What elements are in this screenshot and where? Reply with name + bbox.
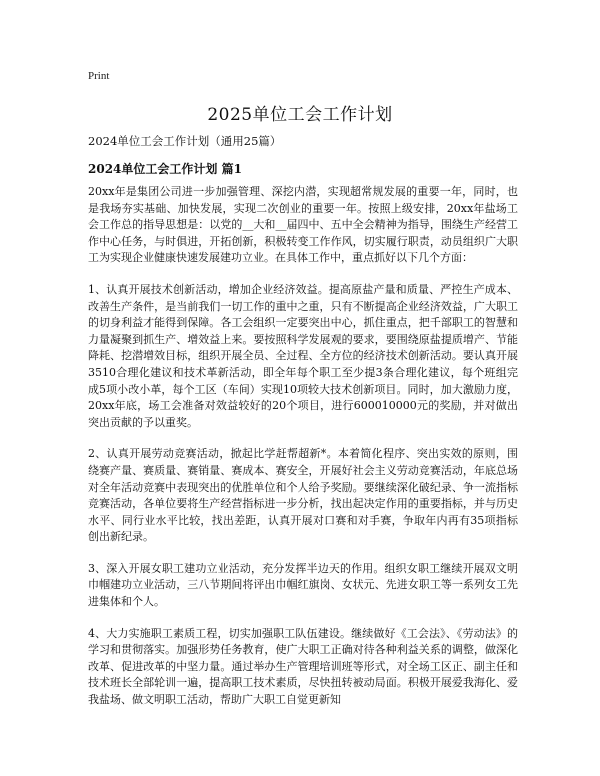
body-text — [88, 184, 518, 724]
document-subtitle: 2024单位工会工作计划（通用25篇） — [88, 134, 282, 148]
section-heading: 2024单位工会工作计划 篇1 — [88, 162, 242, 176]
paragraph-2: 2、认真开展劳动竞赛活动，掀起比学赶帮超新*。本着简化程序、突出实效的原则，围绕赛产量、赛质量、赛销量、赛成本、赛安全，开展好社会主义劳动竞赛活动，年底总场对全年活动竞赛中表现突出的优胜单位和个人给予奖励。要继续深化破纪录、争一流指标竞赛活动，各单位要将生产经营指标进一步分析，找出起决定作用的重要指标，并与历史水平、同行业水平比较，找出差距，认真开展对口赛和对手赛，争取年内再有35项指标创出新纪录。 — [88, 447, 518, 544]
paragraph-intro: 20xx年是集团公司进一步加强管理、深挖内潜，实现超常规发展的重要一年，同时，也是我场夯实基础、加快发展，实现二次创业的重要一年。按照上级安排，20xx年盐场工会工作总的指导思想是：以党的__大和__届四中、五中全会精神为指导，围绕生产经营工作中心任务，与时俱进，开拓创新，积极转变工作作风，切实履行职责，动员组织广大职工为实现企业健康快速发展建功立业。在具体工作中，重点抓好以下几个方面： — [88, 185, 518, 265]
paragraph-4: 4、大力实施职工素质工程，切实加强职工队伍建设。继续做好《工会法》、《劳动法》的学习和贯彻落实。加强形势任务教育，使广大职工正确对待各种利益关系的调整，做深化改革、促进改革的中坚力量。通过举办生产管理培训班等形式，对全场工区正、副主任和技术班长全部轮训一遍，提高职工技术素质，尽快扭转被动局面。积极开展爱我海化、爱我盐场、做文明职工活动，帮助广大职工自觉更新知 — [88, 626, 518, 707]
paragraph-1: 1、认真开展技术创新活动，增加企业经济效益。提高原盐产量和质量、严控生产成本、改善生产条件，是当前我们一切工作的重中之重，只有不断提高企业经济效益，广大职工的切身利益才能得到保障。各工会组织一定要突出中心，抓住重点，把千部职工的智慧和力量凝聚到抓生产、增效益上来。要按照科学发展观的要求，要围绕原盐提质增产、节能降耗、挖潜增效目标，组织开展全员、全过程、全方位的经济技术创新活动。要认真开展3510合理化建议和技术革新活动，即全年每个职工至少提3条合理化建议，每个班组完成5项小改小革，每个工区（车间）实现10项较大技术创新项目。同时，加大激励力度，20xx年底，场工会准备对效益较好的20个项目，进行600010000元的奖励，并对做出突出贡献的予以重奖。 — [88, 282, 518, 429]
document-title: 2025单位工会工作计划 — [207, 105, 393, 125]
paragraph-3: 3、深入开展女职工建功立业活动，充分发挥半边天的作用。组织女职工继续开展双文明巾帼建功立业活动，三八节期间将评出巾帼红旗岗、女状元、先进女职工等一系列女工先进集体和个人。 — [88, 561, 518, 609]
print-link[interactable]: Print — [88, 70, 110, 82]
